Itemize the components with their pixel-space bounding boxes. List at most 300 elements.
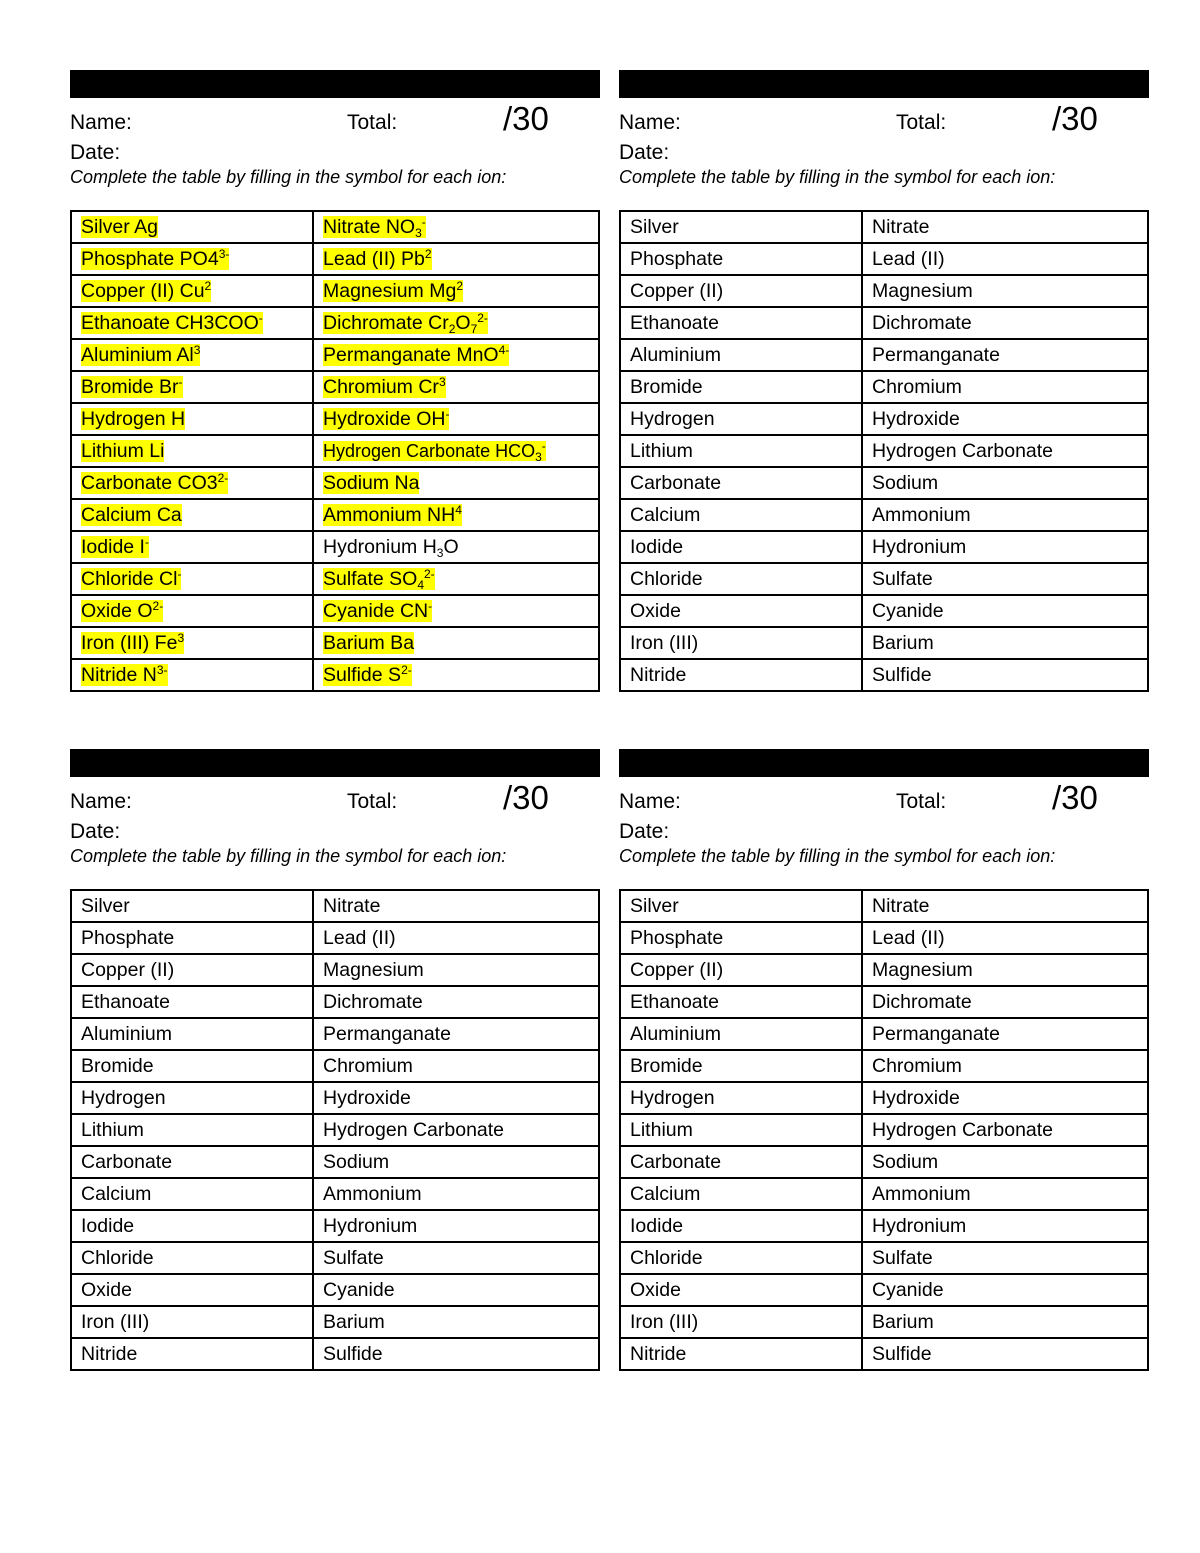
ion-text: Dichromate Cr [323,312,449,334]
ion-text: Sulfide S [323,664,402,686]
ion-cell-right[interactable] [313,563,599,595]
ion-answer [323,504,462,526]
ion-cell-left[interactable]: Iron (III) [71,1306,313,1338]
ion-cell-left[interactable]: Chloride [71,1242,313,1274]
ion-text: Silver Ag [81,216,158,238]
table-row [71,1338,599,1370]
ion-answer [323,536,459,558]
table-row [620,499,1148,531]
ion-cell-left[interactable]: Lithium [620,1114,862,1146]
ion-cell-left[interactable] [71,243,313,275]
ion-cell-right[interactable]: Hydronium [862,531,1148,563]
total-score: /30 [503,100,549,137]
ion-cell-right[interactable] [313,403,599,435]
table-row [71,1210,599,1242]
table-row [71,211,599,243]
total-score: /30 [503,779,549,816]
total-score: /30 [1052,100,1098,137]
table-row [620,1338,1148,1370]
subscript: 2 [448,322,456,336]
ion-cell-right[interactable]: Permanganate [862,339,1148,371]
superscript: 3 [193,343,201,357]
ion-answer [81,312,263,334]
ion-cell-left[interactable]: Copper (II) [71,954,313,986]
ion-answer [323,248,432,270]
ion-cell-left[interactable] [71,595,313,627]
ion-cell-left[interactable]: Iron (III) [620,1306,862,1338]
ion-cell-left[interactable]: Carbonate [71,1146,313,1178]
superscript: 3 [177,631,185,645]
table-row [620,1178,1148,1210]
ion-answer [81,568,181,590]
ion-text: Hydroxide OH [323,408,446,430]
ion-text: Calcium Ca [81,504,182,526]
ion-cell-left[interactable]: Aluminium [620,1018,862,1050]
superscript: - [445,407,450,421]
ion-answer [323,376,446,398]
ion-cell-right[interactable]: Ammonium [862,499,1148,531]
ion-answer [81,408,185,430]
ion-cell-left[interactable]: Lithium [71,1114,313,1146]
table-row [620,922,1148,954]
table-row [71,499,599,531]
table-row [71,467,599,499]
table-row [620,1114,1148,1146]
ion-cell-right[interactable]: Dichromate [862,307,1148,339]
ion-answer [81,472,228,494]
ion-cell-right[interactable]: Sodium [862,467,1148,499]
ion-cell-left[interactable]: Silver [71,890,313,922]
table-row [620,403,1148,435]
ion-cell-right[interactable]: Hydroxide [862,1082,1148,1114]
superscript: 2 [424,247,432,261]
superscript: 3- [156,663,168,677]
ion-text: Chloride Cl [81,568,178,590]
ion-cell-left[interactable]: Copper (II) [620,275,862,307]
ion-text: Lead (II) Pb [323,248,425,270]
table-row [71,922,599,954]
ion-cell-right[interactable]: Chromium [862,371,1148,403]
ion-cell-left[interactable]: Hydrogen [620,1082,862,1114]
ion-cell-right[interactable]: Cyanide [862,595,1148,627]
ion-cell-left[interactable]: Aluminium [620,339,862,371]
ion-text: Hydrogen Carbonate HCO [323,441,536,461]
table-row [71,243,599,275]
ion-cell-left[interactable]: Oxide [620,595,862,627]
table-row [71,1082,599,1114]
ion-cell-right[interactable]: Hydronium [862,1210,1148,1242]
ion-cell-right[interactable]: Hydrogen Carbonate [862,435,1148,467]
ion-cell-right[interactable]: Cyanide [862,1274,1148,1306]
name-label: Name: [70,790,132,813]
ion-text: O [443,536,459,558]
table-row [620,1082,1148,1114]
table-row [620,1242,1148,1274]
table-row [620,467,1148,499]
ion-text: Lithium Li [81,440,165,462]
table-row [71,1178,599,1210]
ion-cell-left[interactable]: Nitride [71,1338,313,1370]
ion-text: Aluminium Al [81,344,194,366]
ion-text: Bromide Br [81,376,179,398]
table-row [620,1306,1148,1338]
ion-cell-left[interactable]: Nitride [620,659,862,691]
ion-cell-right[interactable] [313,531,599,563]
ion-cell-right[interactable]: Sulfide [862,1338,1148,1370]
table-row [620,371,1148,403]
ion-cell-left[interactable] [71,563,313,595]
worksheet-top-left [70,70,600,692]
ion-cell-left[interactable]: Ethanoate [71,986,313,1018]
ion-text: Chromium Cr [323,376,439,398]
ion-cell-right[interactable]: Hydronium [313,1210,599,1242]
ion-cell-right[interactable] [313,243,599,275]
ion-cell-left[interactable]: Hydrogen [620,403,862,435]
ion-answer [323,312,488,334]
ion-cell-right[interactable]: Dichromate [313,986,599,1018]
table-row [620,595,1148,627]
ion-answer [323,216,426,238]
table-row [620,1274,1148,1306]
ion-cell-left[interactable]: Phosphate [620,243,862,275]
ion-text: Carbonate CO3 [81,472,218,494]
ion-cell-left[interactable]: Silver [620,890,862,922]
ion-cell-left[interactable]: Ethanoate [620,307,862,339]
ion-table [70,210,600,692]
ion-answer [323,664,412,686]
ion-answer [81,280,211,302]
ion-cell-right[interactable]: Dichromate [862,986,1148,1018]
ion-cell-left[interactable]: Iron (III) [620,627,862,659]
ion-answer [323,439,546,464]
table-row [620,659,1148,691]
ion-cell-right[interactable]: Magnesium [862,275,1148,307]
table-row [71,307,599,339]
date-label: Date: [70,141,121,164]
ion-cell-left[interactable]: Calcium [71,1178,313,1210]
ion-cell-left[interactable] [71,371,313,403]
superscript: - [541,439,546,453]
ion-cell-right[interactable]: Sulfide [313,1338,599,1370]
ion-cell-right[interactable] [313,435,599,467]
ion-cell-right[interactable] [313,595,599,627]
ion-answer [81,600,163,622]
ion-answer [81,664,168,686]
ion-cell-left[interactable] [71,531,313,563]
instructions: Complete the table by filling in the symbol for each ion: [70,846,507,866]
ion-answer [81,216,158,238]
ion-cell-left[interactable]: Copper (II) [620,954,862,986]
ion-cell-right[interactable]: Hydrogen Carbonate [862,1114,1148,1146]
table-row [620,627,1148,659]
table-row [71,627,599,659]
ion-answer [81,440,164,462]
ion-answer [323,600,432,622]
ion-table [70,889,600,1371]
superscript: 3- [218,247,230,261]
ion-cell-left[interactable] [71,211,313,243]
ion-text: Ammonium NH [323,504,456,526]
ion-cell-left[interactable]: Calcium [620,499,862,531]
table-row [71,339,599,371]
ion-cell-right[interactable]: Chromium [313,1050,599,1082]
ion-cell-right[interactable] [313,339,599,371]
ion-cell-left[interactable] [71,435,313,467]
ion-text: Permanganate MnO [323,344,499,366]
ion-answer [81,376,183,398]
name-label: Name: [619,111,681,134]
ion-cell-right[interactable]: Nitrate [313,890,599,922]
superscript: 2- [217,471,229,485]
ion-cell-right[interactable] [313,659,599,691]
ion-answer [323,280,463,302]
superscript: 3 [438,375,446,389]
subscript: 4 [417,578,424,592]
table-row [71,659,599,691]
ion-cell-left[interactable] [71,627,313,659]
ion-text: Hydrogen H [81,408,186,430]
superscript: 2 [204,279,212,293]
ion-answer [81,248,229,270]
ion-cell-right[interactable]: Barium [862,627,1148,659]
superscript: - [428,599,433,613]
ion-cell-right[interactable]: Ammonium [862,1178,1148,1210]
ion-text: Ethanoate CH3COO [81,312,259,334]
table-row [620,1018,1148,1050]
ion-cell-left[interactable]: Iodide [620,1210,862,1242]
ion-text: Iodide I [81,536,145,558]
table-row [71,1050,599,1082]
ion-cell-right[interactable]: Lead (II) [313,922,599,954]
subscript: 3 [535,450,542,464]
ion-cell-right[interactable]: Lead (II) [862,922,1148,954]
ion-cell-left[interactable]: Hydrogen [71,1082,313,1114]
superscript: - [178,375,183,389]
table-row [620,339,1148,371]
name-label: Name: [70,111,132,134]
table-row [71,1018,599,1050]
subscript: 3 [436,546,444,560]
table-row [71,1146,599,1178]
ion-cell-right[interactable]: Chromium [862,1050,1148,1082]
total-label: Total: [347,111,398,134]
table-row [71,531,599,563]
superscript: - [177,567,182,581]
ion-cell-left[interactable]: Carbonate [620,1146,862,1178]
table-row [71,1242,599,1274]
total-score: /30 [1052,779,1098,816]
ion-cell-right[interactable]: Permanganate [313,1018,599,1050]
superscript: 4- [498,343,510,357]
table-row [620,211,1148,243]
superscript: 2 [456,279,463,293]
date-label: Date: [619,141,670,164]
ion-cell-right[interactable]: Sodium [862,1146,1148,1178]
ion-cell-right[interactable] [313,627,599,659]
ion-answer [81,344,200,366]
worksheet-header [619,98,1149,210]
table-row [620,954,1148,986]
ion-cell-right[interactable]: Sulfate [313,1242,599,1274]
ion-text: Sodium Na [323,472,420,494]
table-row [71,1114,599,1146]
ion-text: Iron (III) Fe [81,632,178,654]
table-row [71,275,599,307]
ion-cell-left[interactable]: Lithium [620,435,862,467]
subscript: 7 [470,322,478,336]
table-row [71,954,599,986]
ion-text: Copper (II) Cu [81,280,205,302]
ion-cell-right[interactable]: Permanganate [862,1018,1148,1050]
ion-table [619,889,1149,1371]
superscript: 2- [477,311,488,325]
header-bar [70,70,600,98]
superscript: 4 [455,503,462,517]
ion-answer [323,632,414,654]
worksheet-header [70,777,600,889]
ion-cell-left[interactable] [71,403,313,435]
table-row [71,890,599,922]
superscript: 2- [152,599,164,613]
ion-answer [323,408,449,430]
header-bar [70,749,600,777]
ion-cell-left[interactable]: Bromide [620,1050,862,1082]
ion-cell-right[interactable]: Sulfide [862,659,1148,691]
ion-cell-left[interactable]: Ethanoate [620,986,862,1018]
ion-cell-right[interactable]: Hydroxide [862,403,1148,435]
date-label: Date: [70,820,121,843]
superscript: - [258,311,263,325]
ion-cell-right[interactable]: Ammonium [313,1178,599,1210]
ion-answer [81,632,184,654]
ion-text: Sulfate SO [323,568,418,590]
table-row [71,371,599,403]
ion-cell-left[interactable]: Bromide [71,1050,313,1082]
ion-cell-right[interactable]: Nitrate [862,890,1148,922]
ion-cell-right[interactable]: Lead (II) [862,243,1148,275]
ion-cell-left[interactable]: Bromide [620,371,862,403]
ion-cell-left[interactable] [71,467,313,499]
ion-cell-right[interactable]: Barium [313,1306,599,1338]
ion-cell-right[interactable]: Sulfate [862,1242,1148,1274]
table-row [620,1146,1148,1178]
ion-cell-right[interactable]: Barium [862,1306,1148,1338]
instructions: Complete the table by filling in the symbol for each ion: [619,167,1056,187]
ion-cell-right[interactable]: Nitrate [862,211,1148,243]
table-row [620,986,1148,1018]
ion-cell-left[interactable]: Iodide [620,531,862,563]
ion-text: Phosphate PO4 [81,248,219,270]
ion-text: O [455,312,471,334]
worksheet-top-right [619,70,1149,692]
ion-cell-right[interactable] [313,467,599,499]
ion-table [619,210,1149,692]
ion-text: Hydronium H [323,536,437,558]
table-row [71,986,599,1018]
table-row [71,1306,599,1338]
ion-cell-right[interactable]: Cyanide [313,1274,599,1306]
ion-cell-left[interactable] [71,275,313,307]
ion-answer [81,504,182,526]
date-label: Date: [619,820,670,843]
ion-cell-right[interactable]: Magnesium [313,954,599,986]
ion-cell-left[interactable] [71,307,313,339]
header-bar [619,749,1149,777]
ion-cell-left[interactable] [71,659,313,691]
ion-cell-left[interactable] [71,499,313,531]
table-row [71,435,599,467]
ion-cell-left[interactable]: Oxide [620,1274,862,1306]
ion-cell-right[interactable] [313,499,599,531]
ion-cell-left[interactable]: Chloride [620,563,862,595]
table-row [620,435,1148,467]
ion-cell-right[interactable]: Sulfate [862,563,1148,595]
ion-cell-right[interactable]: Sodium [313,1146,599,1178]
total-label: Total: [347,790,398,813]
superscript: 2- [424,567,435,581]
ion-answer [323,568,435,590]
ion-cell-left[interactable]: Carbonate [620,467,862,499]
table-row [620,307,1148,339]
subscript: 3 [415,226,422,240]
ion-cell-left[interactable]: Silver [620,211,862,243]
ion-text: Oxide O [81,600,153,622]
table-row [620,1050,1148,1082]
table-row [71,403,599,435]
table-row [71,1274,599,1306]
ion-text: Barium Ba [323,632,415,654]
superscript: 2- [401,663,412,677]
total-label: Total: [896,111,947,134]
worksheet-header [619,777,1149,889]
ion-cell-left[interactable]: Oxide [71,1274,313,1306]
ion-text: Nitrate NO [323,216,416,238]
table-row [71,563,599,595]
ion-cell-left[interactable]: Phosphate [620,922,862,954]
total-label: Total: [896,790,947,813]
ion-cell-left[interactable]: Calcium [620,1178,862,1210]
ion-cell-left[interactable]: Phosphate [71,922,313,954]
header-bar [619,70,1149,98]
instructions: Complete the table by filling in the symbol for each ion: [619,846,1056,866]
ion-cell-right[interactable] [313,211,599,243]
ion-cell-right[interactable]: Hydrogen Carbonate [313,1114,599,1146]
table-row [620,531,1148,563]
ion-cell-right[interactable] [313,307,599,339]
instructions: Complete the table by filling in the symbol for each ion: [70,167,507,187]
ion-text: Magnesium Mg [323,280,457,302]
ion-cell-right[interactable] [313,371,599,403]
worksheet-bottom-left [70,749,600,1371]
ion-cell-left[interactable]: Chloride [620,1242,862,1274]
table-row [620,1210,1148,1242]
worksheet-header [70,98,600,210]
ion-cell-right[interactable] [313,275,599,307]
ion-cell-left[interactable] [71,339,313,371]
ion-cell-left[interactable]: Aluminium [71,1018,313,1050]
ion-cell-left[interactable]: Nitride [620,1338,862,1370]
table-row [620,890,1148,922]
ion-cell-left[interactable]: Iodide [71,1210,313,1242]
ion-cell-right[interactable]: Magnesium [862,954,1148,986]
ion-answer [323,344,509,366]
ion-answer [323,472,419,494]
table-row [620,243,1148,275]
ion-text: Cyanide CN [323,600,429,622]
ion-cell-right[interactable]: Hydroxide [313,1082,599,1114]
table-row [620,275,1148,307]
superscript: - [421,215,426,229]
